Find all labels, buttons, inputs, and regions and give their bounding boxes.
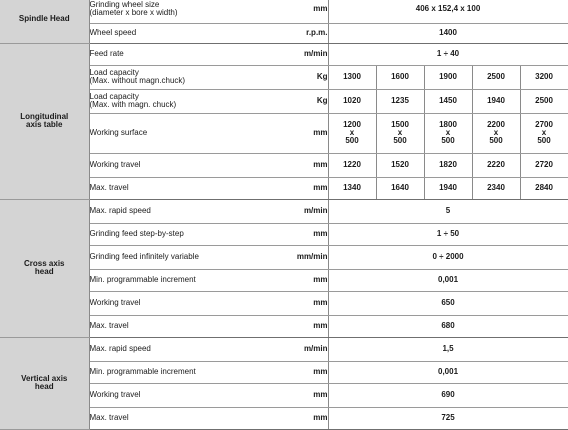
spec-value-line: x xyxy=(445,128,451,137)
spec-value-line: 500 xyxy=(441,136,455,145)
section-title-longitudinal xyxy=(0,43,89,199)
spec-unit: m/min xyxy=(275,199,328,223)
spec-value-model-4: 2500 xyxy=(472,65,520,89)
spec-label-line: Grinding feed step-by-step xyxy=(89,229,184,238)
spec-label-line: Max. travel xyxy=(89,321,129,330)
spec-value-line: 1500 xyxy=(391,120,409,129)
spec-value-line: 500 xyxy=(537,136,551,145)
spec-unit: Kg xyxy=(275,89,328,113)
spec-value-line: 1200 xyxy=(343,120,361,129)
spec-value-model-2: 1520 xyxy=(376,153,424,177)
spec-value-model-4: 2220 xyxy=(472,153,520,177)
spec-unit: m/min xyxy=(275,337,328,361)
spec-label-line: Grinding wheel size xyxy=(89,0,160,9)
spec-value: 1400 xyxy=(328,23,568,43)
spec-unit: mm xyxy=(275,177,328,199)
spec-value-line: x xyxy=(349,128,355,137)
spec-value-model-5 xyxy=(520,113,568,153)
spec-label xyxy=(89,199,275,223)
spec-value: 680 xyxy=(328,315,568,337)
spec-value: 690 xyxy=(328,383,568,407)
spec-value-model-5: 3200 xyxy=(520,65,568,89)
spec-label xyxy=(89,65,275,89)
spec-label xyxy=(89,223,275,245)
spec-value-model-4: 1940 xyxy=(472,89,520,113)
spec-value-model-1: 1020 xyxy=(328,89,376,113)
spec-value-model-2: 1600 xyxy=(376,65,424,89)
spec-value-model-2: 1235 xyxy=(376,89,424,113)
spec-value: 0 ÷ 2000 xyxy=(328,245,568,269)
spec-label xyxy=(89,0,275,23)
section-title-spindle xyxy=(0,0,89,43)
spec-label-line: Max. rapid speed xyxy=(89,344,151,353)
spec-label-line: Working surface xyxy=(89,128,148,137)
spec-label-line: Working travel xyxy=(89,298,141,307)
spec-label xyxy=(89,113,275,153)
spec-value-line: 500 xyxy=(345,136,359,145)
spec-unit: mm xyxy=(275,223,328,245)
spec-value: 1 ÷ 40 xyxy=(328,43,568,65)
spec-label-line: (Max. without magn.chuck) xyxy=(89,76,186,85)
spec-value-model-2 xyxy=(376,113,424,153)
spec-row xyxy=(0,337,568,361)
spec-value-model-1: 1300 xyxy=(328,65,376,89)
spec-label xyxy=(89,361,275,383)
spec-value-model-5: 2500 xyxy=(520,89,568,113)
spec-label xyxy=(89,23,275,43)
spec-label xyxy=(89,245,275,269)
spec-value-model-3: 1940 xyxy=(424,177,472,199)
spec-unit: m/min xyxy=(275,43,328,65)
spec-label-line: Max. travel xyxy=(89,413,129,422)
section-title-line: Longitudinal xyxy=(20,112,69,121)
spec-unit: r.p.m. xyxy=(275,23,328,43)
section-title-line: head xyxy=(34,382,54,391)
spec-label xyxy=(89,43,275,65)
spec-value-line: x xyxy=(541,128,547,137)
spec-label-line: (Max. with magn. chuck) xyxy=(89,100,177,109)
spec-unit: Kg xyxy=(275,65,328,89)
spec-label-line: Working travel xyxy=(89,160,141,169)
spec-value-line: 1800 xyxy=(439,120,457,129)
spec-value: 5 xyxy=(328,199,568,223)
spec-unit: mm xyxy=(275,383,328,407)
spec-value-line: x xyxy=(493,128,499,137)
spec-value-model-2: 1640 xyxy=(376,177,424,199)
spec-unit: mm xyxy=(275,113,328,153)
spec-value-line: 500 xyxy=(489,136,503,145)
spec-unit: mm xyxy=(275,153,328,177)
spec-value: 725 xyxy=(328,407,568,429)
spec-unit: mm/min xyxy=(275,245,328,269)
spec-value-model-3: 1450 xyxy=(424,89,472,113)
spec-value-model-5: 2720 xyxy=(520,153,568,177)
spec-value-line: 2200 xyxy=(487,120,505,129)
spec-label xyxy=(89,291,275,315)
spec-label xyxy=(89,177,275,199)
section-title-vertical xyxy=(0,337,89,429)
section-title-line: axis table xyxy=(26,120,63,129)
spec-value-model-1 xyxy=(328,113,376,153)
spec-label xyxy=(89,315,275,337)
spec-label xyxy=(89,89,275,113)
section-title-line: Spindle Head xyxy=(18,13,70,23)
spec-value: 1 ÷ 50 xyxy=(328,223,568,245)
spec-unit: mm xyxy=(275,315,328,337)
spec-label-line: Working travel xyxy=(89,390,141,399)
spec-value-model-1: 1340 xyxy=(328,177,376,199)
spec-label xyxy=(89,269,275,291)
spec-label-line: Max. travel xyxy=(89,183,129,192)
spec-row xyxy=(0,199,568,223)
spec-row xyxy=(0,0,568,23)
spec-value-model-3: 1820 xyxy=(424,153,472,177)
spec-label xyxy=(89,383,275,407)
spec-value-line: 500 xyxy=(393,136,407,145)
spec-label-line: (diameter x bore x width) xyxy=(89,7,178,17)
spec-unit: mm xyxy=(275,269,328,291)
spec-value-model-3 xyxy=(424,113,472,153)
spec-value: 406 x 152,4 x 100 xyxy=(328,0,568,23)
spec-value-model-4 xyxy=(472,113,520,153)
spec-value-line: 2700 xyxy=(535,120,553,129)
spec-label xyxy=(89,153,275,177)
spec-value-model-5: 2840 xyxy=(520,177,568,199)
spec-unit: mm xyxy=(275,0,328,23)
spec-label xyxy=(89,337,275,361)
spec-value: 650 xyxy=(328,291,568,315)
spec-unit: mm xyxy=(275,291,328,315)
spec-value: 0,001 xyxy=(328,361,568,383)
spec-label-line: Feed rate xyxy=(89,49,124,58)
section-title-line: Cross axis xyxy=(24,259,65,268)
spec-label-line: Load capacity xyxy=(89,68,139,77)
section-title-line: Vertical axis xyxy=(21,374,68,383)
spec-label-line: Grinding feed infinitely variable xyxy=(89,252,199,261)
spec-value: 0,001 xyxy=(328,269,568,291)
spec-unit: mm xyxy=(275,361,328,383)
spec-value-line: x xyxy=(397,128,403,137)
spec-label-line: Wheel speed xyxy=(89,28,137,37)
section-title-line: head xyxy=(34,267,54,276)
spec-value-model-1: 1220 xyxy=(328,153,376,177)
spec-label-line: Max. rapid speed xyxy=(89,206,151,215)
spec-value-model-4: 2340 xyxy=(472,177,520,199)
section-title-cross xyxy=(0,199,89,337)
spec-label-line: Min. programmable increment xyxy=(89,367,196,376)
spec-label-line: Min. programmable increment xyxy=(89,275,196,284)
spec-unit: mm xyxy=(275,407,328,429)
spec-value: 1,5 xyxy=(328,337,568,361)
spec-label-line: Load capacity xyxy=(89,92,139,101)
spec-value-model-3: 1900 xyxy=(424,65,472,89)
spec-row xyxy=(0,43,568,65)
